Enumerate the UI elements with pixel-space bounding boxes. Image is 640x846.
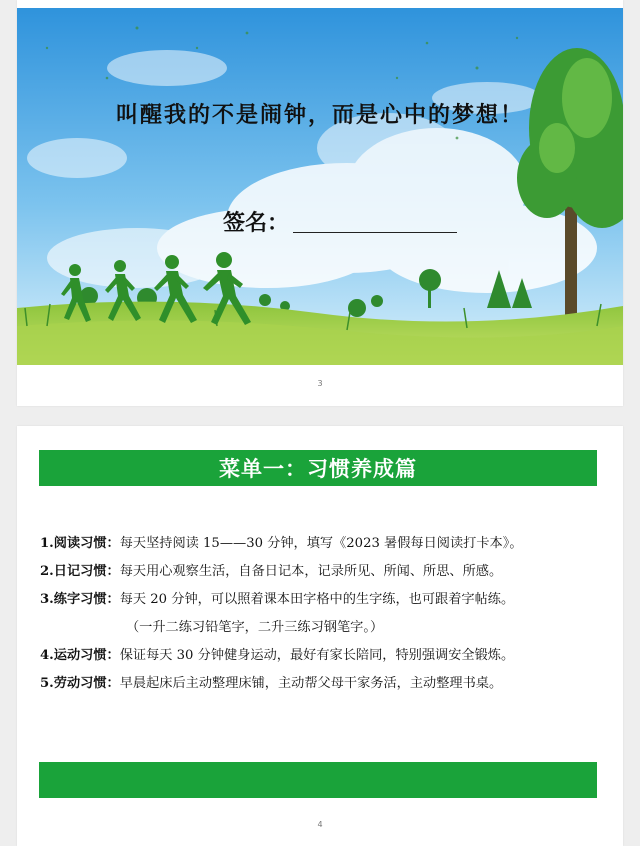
footer-green-bar <box>39 762 597 798</box>
habit-text: 早晨起床后主动整理床铺，主动帮父母干家务活，主动整理书桌。 <box>119 676 503 691</box>
habit-item-chores: 5.劳动习惯：早晨起床后主动整理床铺，主动帮父母干家务活，主动整理书桌。 <box>40 676 503 691</box>
menu-title: 菜单一：习惯养成篇 <box>219 457 417 481</box>
habit-number: 5. <box>40 676 54 691</box>
page-number: 3 <box>317 379 323 388</box>
signature-line <box>293 232 457 233</box>
habit-name: 练字习惯 <box>53 592 107 607</box>
habit-text: 每天 20 分钟，可以照着课本田字格中的生字练，也可跟着字帖练。 <box>119 592 515 607</box>
page-3 <box>17 0 623 406</box>
habit-list <box>40 530 610 698</box>
slogan-text: 叫醒我的不是闹钟，而是心中的梦想！ <box>115 102 524 128</box>
habit-item-calligraphy: 3.练字习惯：每天 20 分钟，可以照着课本田字格中的生字练，也可跟着字帖练。 <box>40 592 515 607</box>
habit-text: 每天用心观察生活，自备日记本，记录所见、所闻、所思、所感。 <box>119 564 503 579</box>
habit-note: （一升二练习铅笔字，二升三练习钢笔字。） <box>126 620 384 635</box>
habit-number: 1. <box>40 536 54 551</box>
habit-item-diary: 2.日记习惯：每天用心观察生活，自备日记本，记录所见、所闻、所思、所感。 <box>40 564 503 579</box>
habit-number: 4. <box>40 648 54 663</box>
habit-item-reading: 1.阅读习惯：每天坚持阅读 15——30 分钟，填写《2023 暑假每日阅读打卡本》。 <box>40 536 523 551</box>
signature-field <box>223 206 457 237</box>
habit-name: 劳动习惯 <box>53 676 107 691</box>
habit-name: 阅读习惯 <box>53 536 107 551</box>
page-4 <box>17 426 623 846</box>
signature-label: 签名： <box>223 210 290 236</box>
habit-name: 运动习惯 <box>53 648 107 663</box>
menu-title-bar <box>39 450 597 486</box>
habit-number: 3. <box>40 592 54 607</box>
habit-text: 保证每天 30 分钟健身运动，最好有家长陪同，特别强调安全锻炼。 <box>119 648 515 663</box>
banner-artwork <box>17 8 623 365</box>
runners-banner-illustration <box>17 8 623 365</box>
habit-item-exercise: 4.运动习惯：保证每天 30 分钟健身运动，最好有家长陪同，特别强调安全锻炼。 <box>40 648 515 663</box>
habit-text: 每天坚持阅读 15——30 分钟，填写《2023 暑假每日阅读打卡本》。 <box>119 536 523 551</box>
habit-number: 2. <box>40 564 54 579</box>
page-number: 4 <box>317 820 323 829</box>
habit-name: 日记习惯 <box>53 564 107 579</box>
